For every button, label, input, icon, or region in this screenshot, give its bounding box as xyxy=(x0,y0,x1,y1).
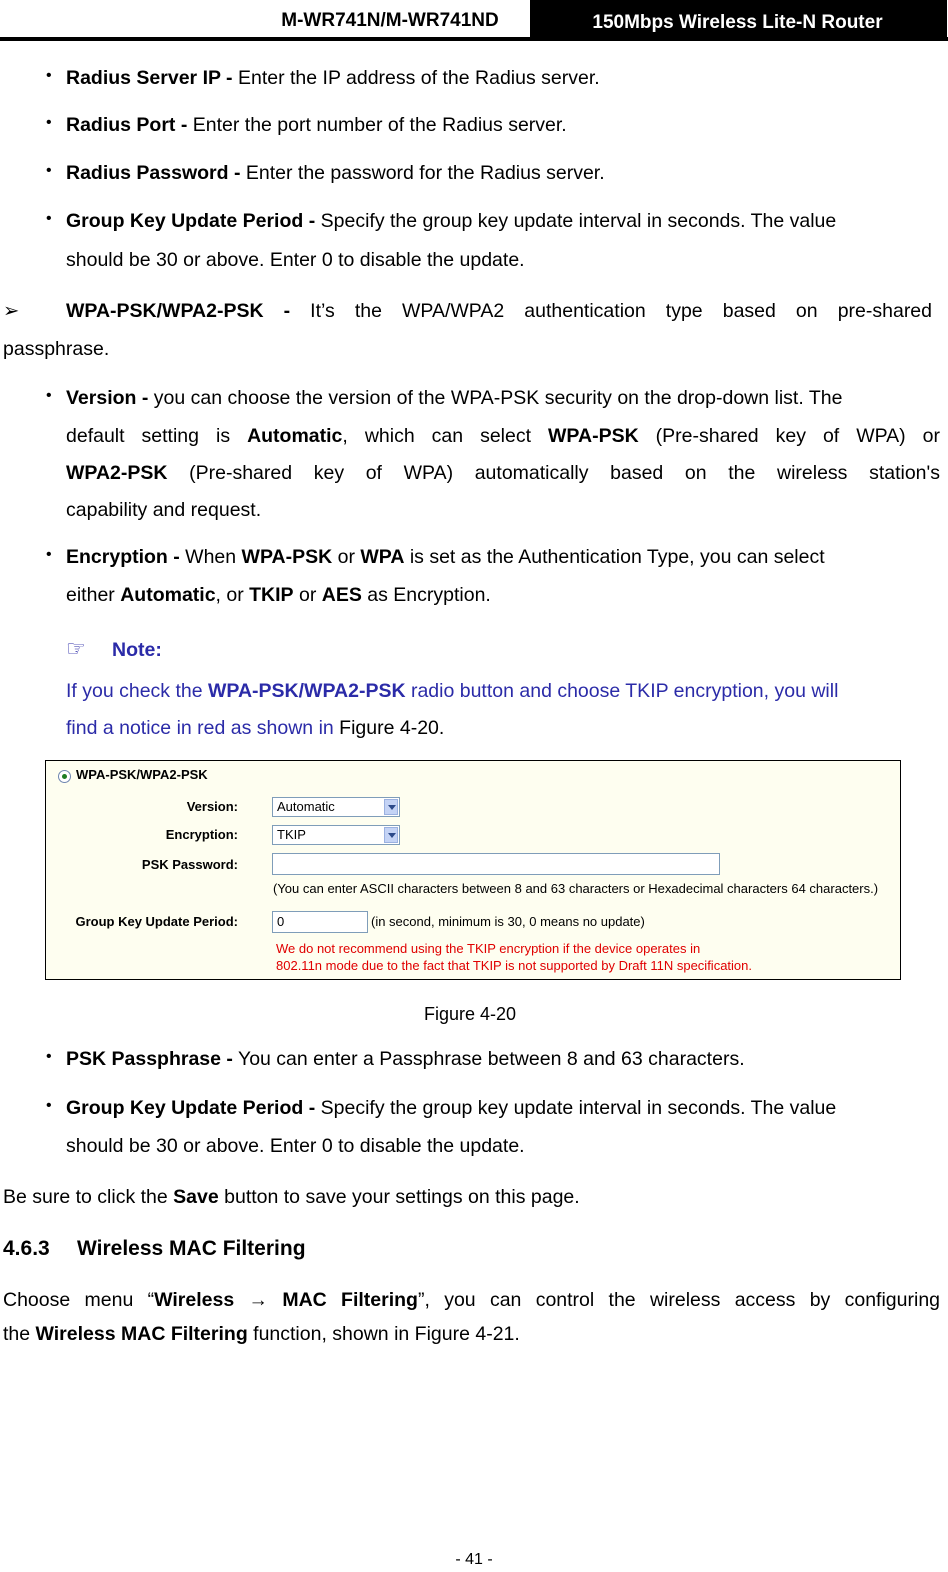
version-l3: WPA2-PSK (Pre-shared key of WPA) automatically based on the wireless station's xyxy=(66,462,940,484)
version-l2: default setting is Automatic, which can select WPA-PSK (Pre-shared key of WPA) or xyxy=(66,425,940,447)
choose-menu-l1: Choose menu “Wireless → MAC Filtering”, you can control the wireless access by configuring xyxy=(3,1289,941,1311)
bullet-icon: • xyxy=(46,114,52,131)
section-number: 4.6.3 xyxy=(3,1237,50,1260)
save-sentence: Be sure to click the Save button to save your settings on this page. xyxy=(3,1186,580,1208)
choose-menu-l2: the Wireless MAC Filtering function, shown in Figure 4-21. xyxy=(3,1323,520,1345)
pointing-hand-icon: ☞ xyxy=(66,636,86,661)
tkip-warning-l1: We do not recommend using the TKIP encryption if the device operates in xyxy=(276,941,701,956)
bullet-radius-ip: Radius Server IP - Enter the IP address of the Radius server. xyxy=(66,67,600,89)
group-key-label: Group Key Update Period: xyxy=(75,914,238,929)
encryption-select[interactable]: TKIP xyxy=(272,825,400,845)
bullet-icon: • xyxy=(46,67,52,84)
psk-password-label: PSK Password: xyxy=(141,857,238,872)
bullet-group-key-2-cont: should be 30 or above. Enter 0 to disable the update. xyxy=(66,1135,525,1157)
bullet-radius-port: Radius Port - Enter the port number of the Radius server. xyxy=(66,114,567,136)
radio-label: WPA-PSK/WPA2-PSK xyxy=(76,767,208,782)
note-title: Note: xyxy=(112,639,162,661)
bullet-icon: • xyxy=(46,210,52,227)
figure-link[interactable]: Figure 4-20 xyxy=(339,717,439,739)
wpa-psk-cont: passphrase. xyxy=(3,338,110,360)
version-select[interactable]: Automatic xyxy=(272,797,400,817)
chevron-down-icon xyxy=(384,799,398,815)
page-number: - 41 - xyxy=(455,1551,493,1568)
figure-caption: Figure 4-20 xyxy=(423,1004,517,1024)
bullet-radius-password: Radius Password - Enter the password for the Radius server. xyxy=(66,162,605,184)
version-l1: Version - you can choose the version of the WPA-PSK security on the drop-down list. The xyxy=(66,387,843,409)
bullet-icon: • xyxy=(46,1097,52,1114)
wpa-psk-radio[interactable] xyxy=(58,770,71,783)
bullet-group-key-cont: should be 30 or above. Enter 0 to disable the update. xyxy=(66,249,525,271)
bullet-icon: • xyxy=(46,387,52,404)
bullet-psk-passphrase: PSK Passphrase - You can enter a Passphrase between 8 and 63 characters. xyxy=(66,1048,745,1070)
section-title: Wireless MAC Filtering xyxy=(77,1237,306,1260)
version-l4: capability and request. xyxy=(66,499,262,521)
tkip-warning-l2: 802.11n mode due to the fact that TKIP is not supported by Draft 11N specification. xyxy=(276,958,752,973)
encryption-l2: either Automatic, or TKIP or AES as Encryption. xyxy=(66,584,491,606)
figure-4-20-screenshot xyxy=(45,760,901,980)
encryption-label: Encryption: xyxy=(165,827,238,842)
header-rule xyxy=(0,37,948,41)
version-label: Version: xyxy=(186,799,238,814)
arrow-bullet-icon: ➢ xyxy=(3,300,20,322)
note-l2: find a notice in red as shown in Figure 4-20. xyxy=(66,717,445,739)
bullet-icon: • xyxy=(46,1048,52,1065)
bullet-icon: • xyxy=(46,162,52,179)
chevron-down-icon xyxy=(384,827,398,843)
encryption-l1: Encryption - When WPA-PSK or WPA is set as the Authentication Type, you can select xyxy=(66,546,825,568)
wpa-psk-heading: WPA-PSK/WPA2-PSK - It’s the WPA/WPA2 authentication type based on pre-shared xyxy=(66,300,932,322)
right-arrow-icon: → xyxy=(248,1289,268,1311)
psk-password-input[interactable] xyxy=(272,853,720,875)
group-key-input[interactable]: 0 xyxy=(272,911,368,933)
header-divider xyxy=(945,0,947,38)
note-l1: If you check the WPA-PSK/WPA2-PSK radio button and choose TKIP encryption, you will xyxy=(66,680,839,702)
header-product: 150Mbps Wireless Lite-N Router xyxy=(530,0,945,38)
bullet-group-key: Group Key Update Period - Specify the group key update interval in seconds. The value xyxy=(66,210,837,232)
bullet-icon: • xyxy=(46,546,52,563)
bullet-group-key-2: Group Key Update Period - Specify the group key update interval in seconds. The value xyxy=(66,1097,837,1119)
group-key-hint: (in second, minimum is 30, 0 means no update) xyxy=(371,914,645,929)
psk-hint: (You can enter ASCII characters between 8 and 63 characters or Hexadecimal characters 64 characters.) xyxy=(273,881,879,896)
header-model: M-WR741N/M-WR741ND xyxy=(281,10,499,31)
